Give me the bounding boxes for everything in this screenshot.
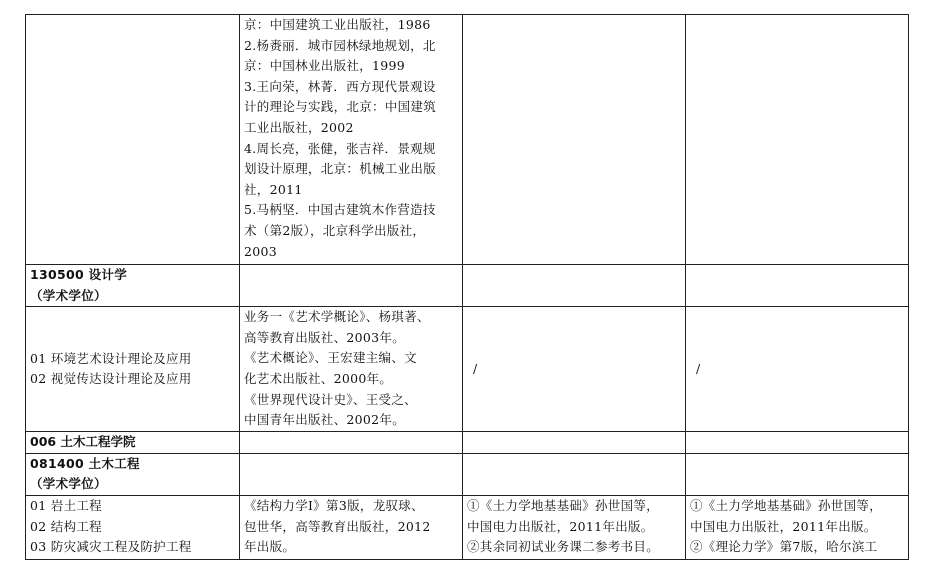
book-line: 化艺术出版社、2000年。 — [244, 370, 393, 386]
book-line: 《艺术概论》、王宏建主编、文 — [244, 350, 417, 366]
empty-cell — [686, 453, 909, 495]
book-line: 年出版。 — [244, 539, 296, 555]
table-row — [26, 495, 909, 559]
book-line: 《世界现代设计史》、王受之、 — [244, 391, 417, 407]
college-cell: 006 土木工程学院 — [26, 432, 240, 454]
degree-type: （学术学位） — [30, 476, 107, 492]
book-line: 2003 — [244, 243, 278, 259]
direction-item: 02 视觉传达设计理论及应用 — [30, 371, 192, 387]
empty-cell — [463, 453, 686, 495]
book-line: 计的理论与实践，北京：中国建筑 — [244, 99, 437, 115]
direction-cell — [26, 495, 240, 559]
book-line: 高等教育出版社、2003年。 — [244, 329, 406, 345]
table-row-major-heading — [26, 453, 909, 495]
book-line: 工业出版社，2002 — [244, 119, 354, 135]
major-heading-cell — [26, 453, 240, 495]
book-line: ②《理论力学》第7版，哈尔滨工 — [690, 539, 878, 555]
book-line: 京：中国建筑工业出版社，1986 — [244, 17, 431, 32]
direction-cell — [26, 307, 240, 432]
col4-cell — [686, 15, 909, 265]
major-code-name: 130500 设计学 — [30, 267, 128, 282]
book-line: 术（第2版），北京科学出版社， — [244, 222, 426, 238]
col4-cell: / — [686, 307, 909, 432]
book-line: 中国电力出版社，2011年出版。 — [690, 518, 877, 534]
book-line: 5.马柄坚．中国古建筑木作营造技 — [244, 202, 436, 218]
book-line: 京：中国林业出版社，1999 — [244, 58, 406, 74]
book-line: 业务一《艺术学概论》、杨琪著、 — [244, 309, 430, 325]
book-line: 4.周长亮，张健，张吉祥．景观规 — [244, 140, 436, 156]
book-line: 3.王向荣，林菁．西方现代景观设 — [244, 78, 436, 94]
table-row-major-heading — [26, 265, 909, 307]
direction-item: 02 结构工程 — [30, 518, 102, 534]
empty-cell — [240, 432, 463, 454]
direction-item: 03 防灾减灾工程及防护工程 — [30, 539, 192, 555]
reference-books-cell — [240, 15, 463, 265]
table-row-college — [26, 432, 909, 454]
book-line: 中国电力出版社，2011年出版。 — [467, 518, 654, 534]
col3-cell — [463, 495, 686, 559]
reference-table — [25, 14, 909, 560]
degree-type: （学术学位） — [30, 287, 107, 303]
book-line: ①《土力学地基基础》孙世国等， — [467, 497, 660, 513]
major-code-name: 081400 土木工程 — [30, 455, 140, 471]
empty-cell — [240, 453, 463, 495]
col3-cell: / — [463, 307, 686, 432]
table-row — [26, 15, 909, 265]
empty-cell — [240, 265, 463, 307]
col3-cell — [463, 15, 686, 265]
book-line: 社，2011 — [244, 181, 303, 197]
empty-cell — [686, 432, 909, 454]
book-line: 《结构力学Ⅰ》第3版，龙驭球、 — [244, 497, 424, 513]
book-line: 中国青年出版社、2002年。 — [244, 412, 406, 428]
major-heading-cell — [26, 265, 240, 307]
empty-cell — [463, 265, 686, 307]
direction-item: 01 环境艺术设计理论及应用 — [30, 350, 192, 366]
col4-cell — [686, 495, 909, 559]
direction-item: 01 岩土工程 — [30, 497, 102, 513]
reference-books-cell — [240, 495, 463, 559]
direction-cell — [26, 15, 240, 265]
table-row — [26, 307, 909, 432]
book-line: 2.杨赉丽．城市园林绿地规划，北 — [244, 37, 436, 53]
book-line: ①《土力学地基基础》孙世国等， — [690, 497, 883, 513]
empty-cell — [686, 265, 909, 307]
empty-cell — [463, 432, 686, 454]
book-line: ②其余同初试业务课二参考书目。 — [467, 539, 660, 555]
book-line: 包世华，高等教育出版社，2012 — [244, 518, 431, 534]
reference-books-cell — [240, 307, 463, 432]
book-line: 划设计原理，北京：机械工业出版 — [244, 161, 437, 177]
